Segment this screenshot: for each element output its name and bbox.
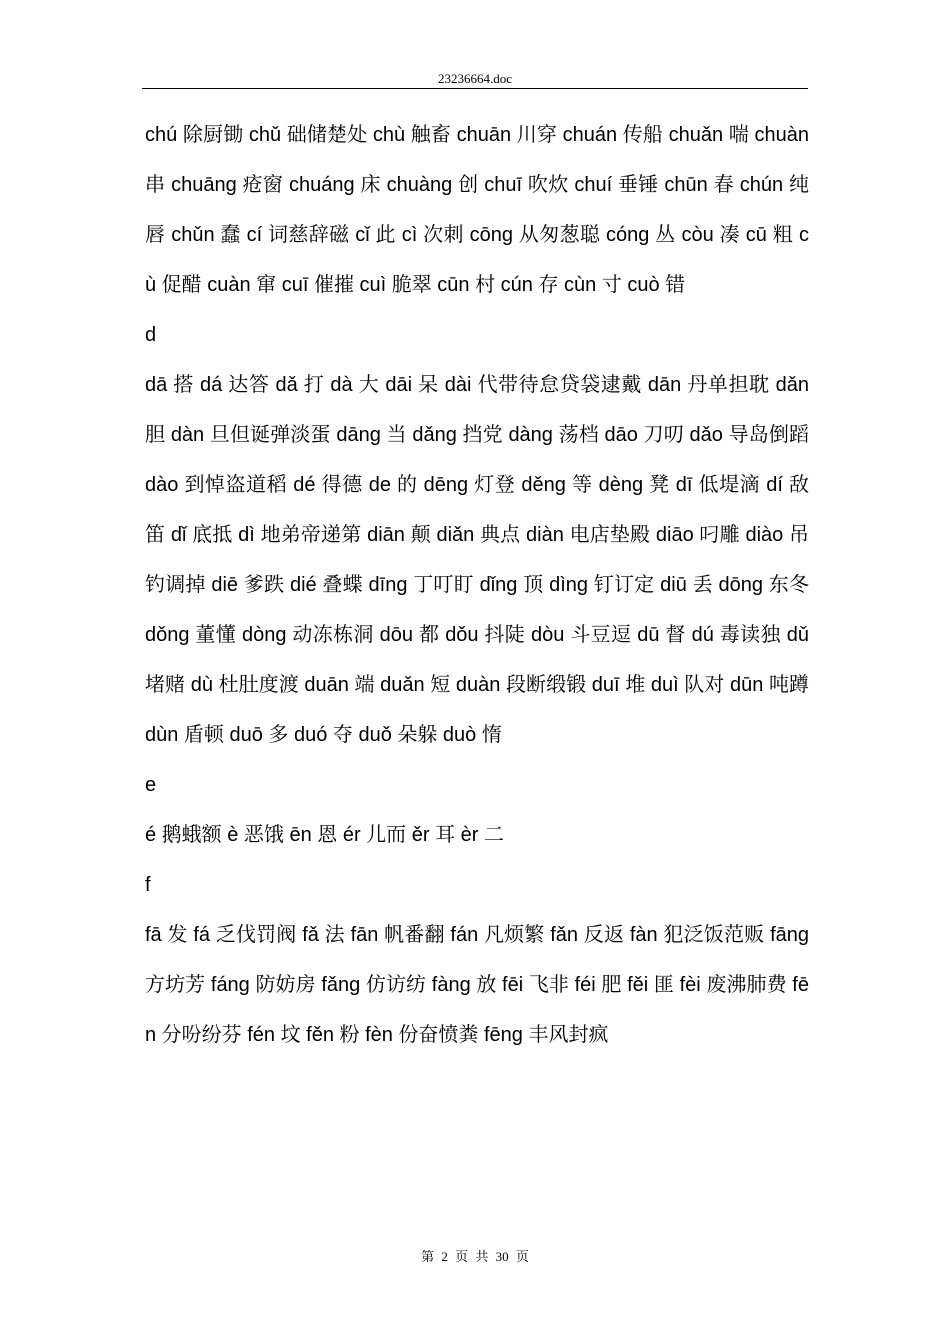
page-header	[142, 70, 808, 89]
document-filename: 23236664.doc	[437, 71, 513, 86]
paragraph-c-continued: chú 除厨锄 chǔ 础储楚处 chù 触畜 chuān 川穿 chuán 传船 chuǎn 喘 chuàn 串 chuāng 疮窗 chuáng 床 chuàng 创 chuī 吹炊 chuí 垂锤 chūn 春 chún 纯唇 chǔn 蠢 cí 词慈辞磁 cǐ 此 cì 次刺 cōng 从匆葱聪 cóng 丛 còu 凑 cū 粗 cù 促醋 cuàn 窜 cuī 催摧 cuì 脆翠 cūn 村 cún 存 cùn 寸 cuò 错	[145, 124, 809, 296]
paragraph-d: dā 搭 dá 达答 dǎ 打 dà 大 dāi 呆 dài 代带待怠贷袋逮戴 dān 丹单担耽 dǎn 胆 dàn 旦但诞弹淡蛋 dāng 当 dǎng 挡党 dàng 荡档 dāo 刀叨 dǎo 导岛倒蹈 dào 到悼盗道稻 dé 得德 de 的 dēng 灯登 děng 等 dèng 凳 dī 低堤滴 dí 敌笛 dǐ 底抵 dì 地弟帝递第 diān 颠 diǎn 典点 diàn 电店垫殿 diāo 叼雕 diào 吊钓调掉 diē 爹跌 dié 叠蝶 dīng 丁叮盯 dǐng 顶 dìng 钉订定 diū 丢 dōng 东冬 dǒng 董懂 dòng 动冻栋洞 dōu 都 dǒu 抖陡 dòu 斗豆逗 dū 督 dú 毒读独 dǔ 堵赌 dù 杜肚度渡 duān 端 duǎn 短 duàn 段断缎锻 duī 堆 duì 队对 dūn 吨蹲 dùn 盾顿 duō 多 duó 夺 duǒ 朵躲 duò 惰	[145, 374, 809, 746]
paragraph-f: fā 发 fá 乏伐罚阀 fǎ 法 fān 帆番翻 fán 凡烦繁 fǎn 反返 fàn 犯泛饭范贩 fāng 方坊芳 fáng 防妨房 fǎng 仿访纺 fàng 放 fēi 飞非 féi 肥 fěi 匪 fèi 废沸肺费 fēn 分吩纷芬 fén 坟 fěn 粉 fèn 份奋愤粪 fēng 丰风封疯	[145, 924, 809, 1046]
document-body	[145, 110, 809, 1060]
section-letter-f: f	[145, 874, 151, 896]
paragraph-e: é 鹅蛾额 è 恶饿 ēn 恩 ér 儿而 ěr 耳 èr 二	[145, 824, 504, 846]
section-letter-e: e	[145, 774, 157, 796]
page-number: 第 2 页 共 30 页	[421, 1249, 529, 1264]
page-footer	[0, 1248, 950, 1266]
section-letter-d: d	[145, 324, 157, 346]
